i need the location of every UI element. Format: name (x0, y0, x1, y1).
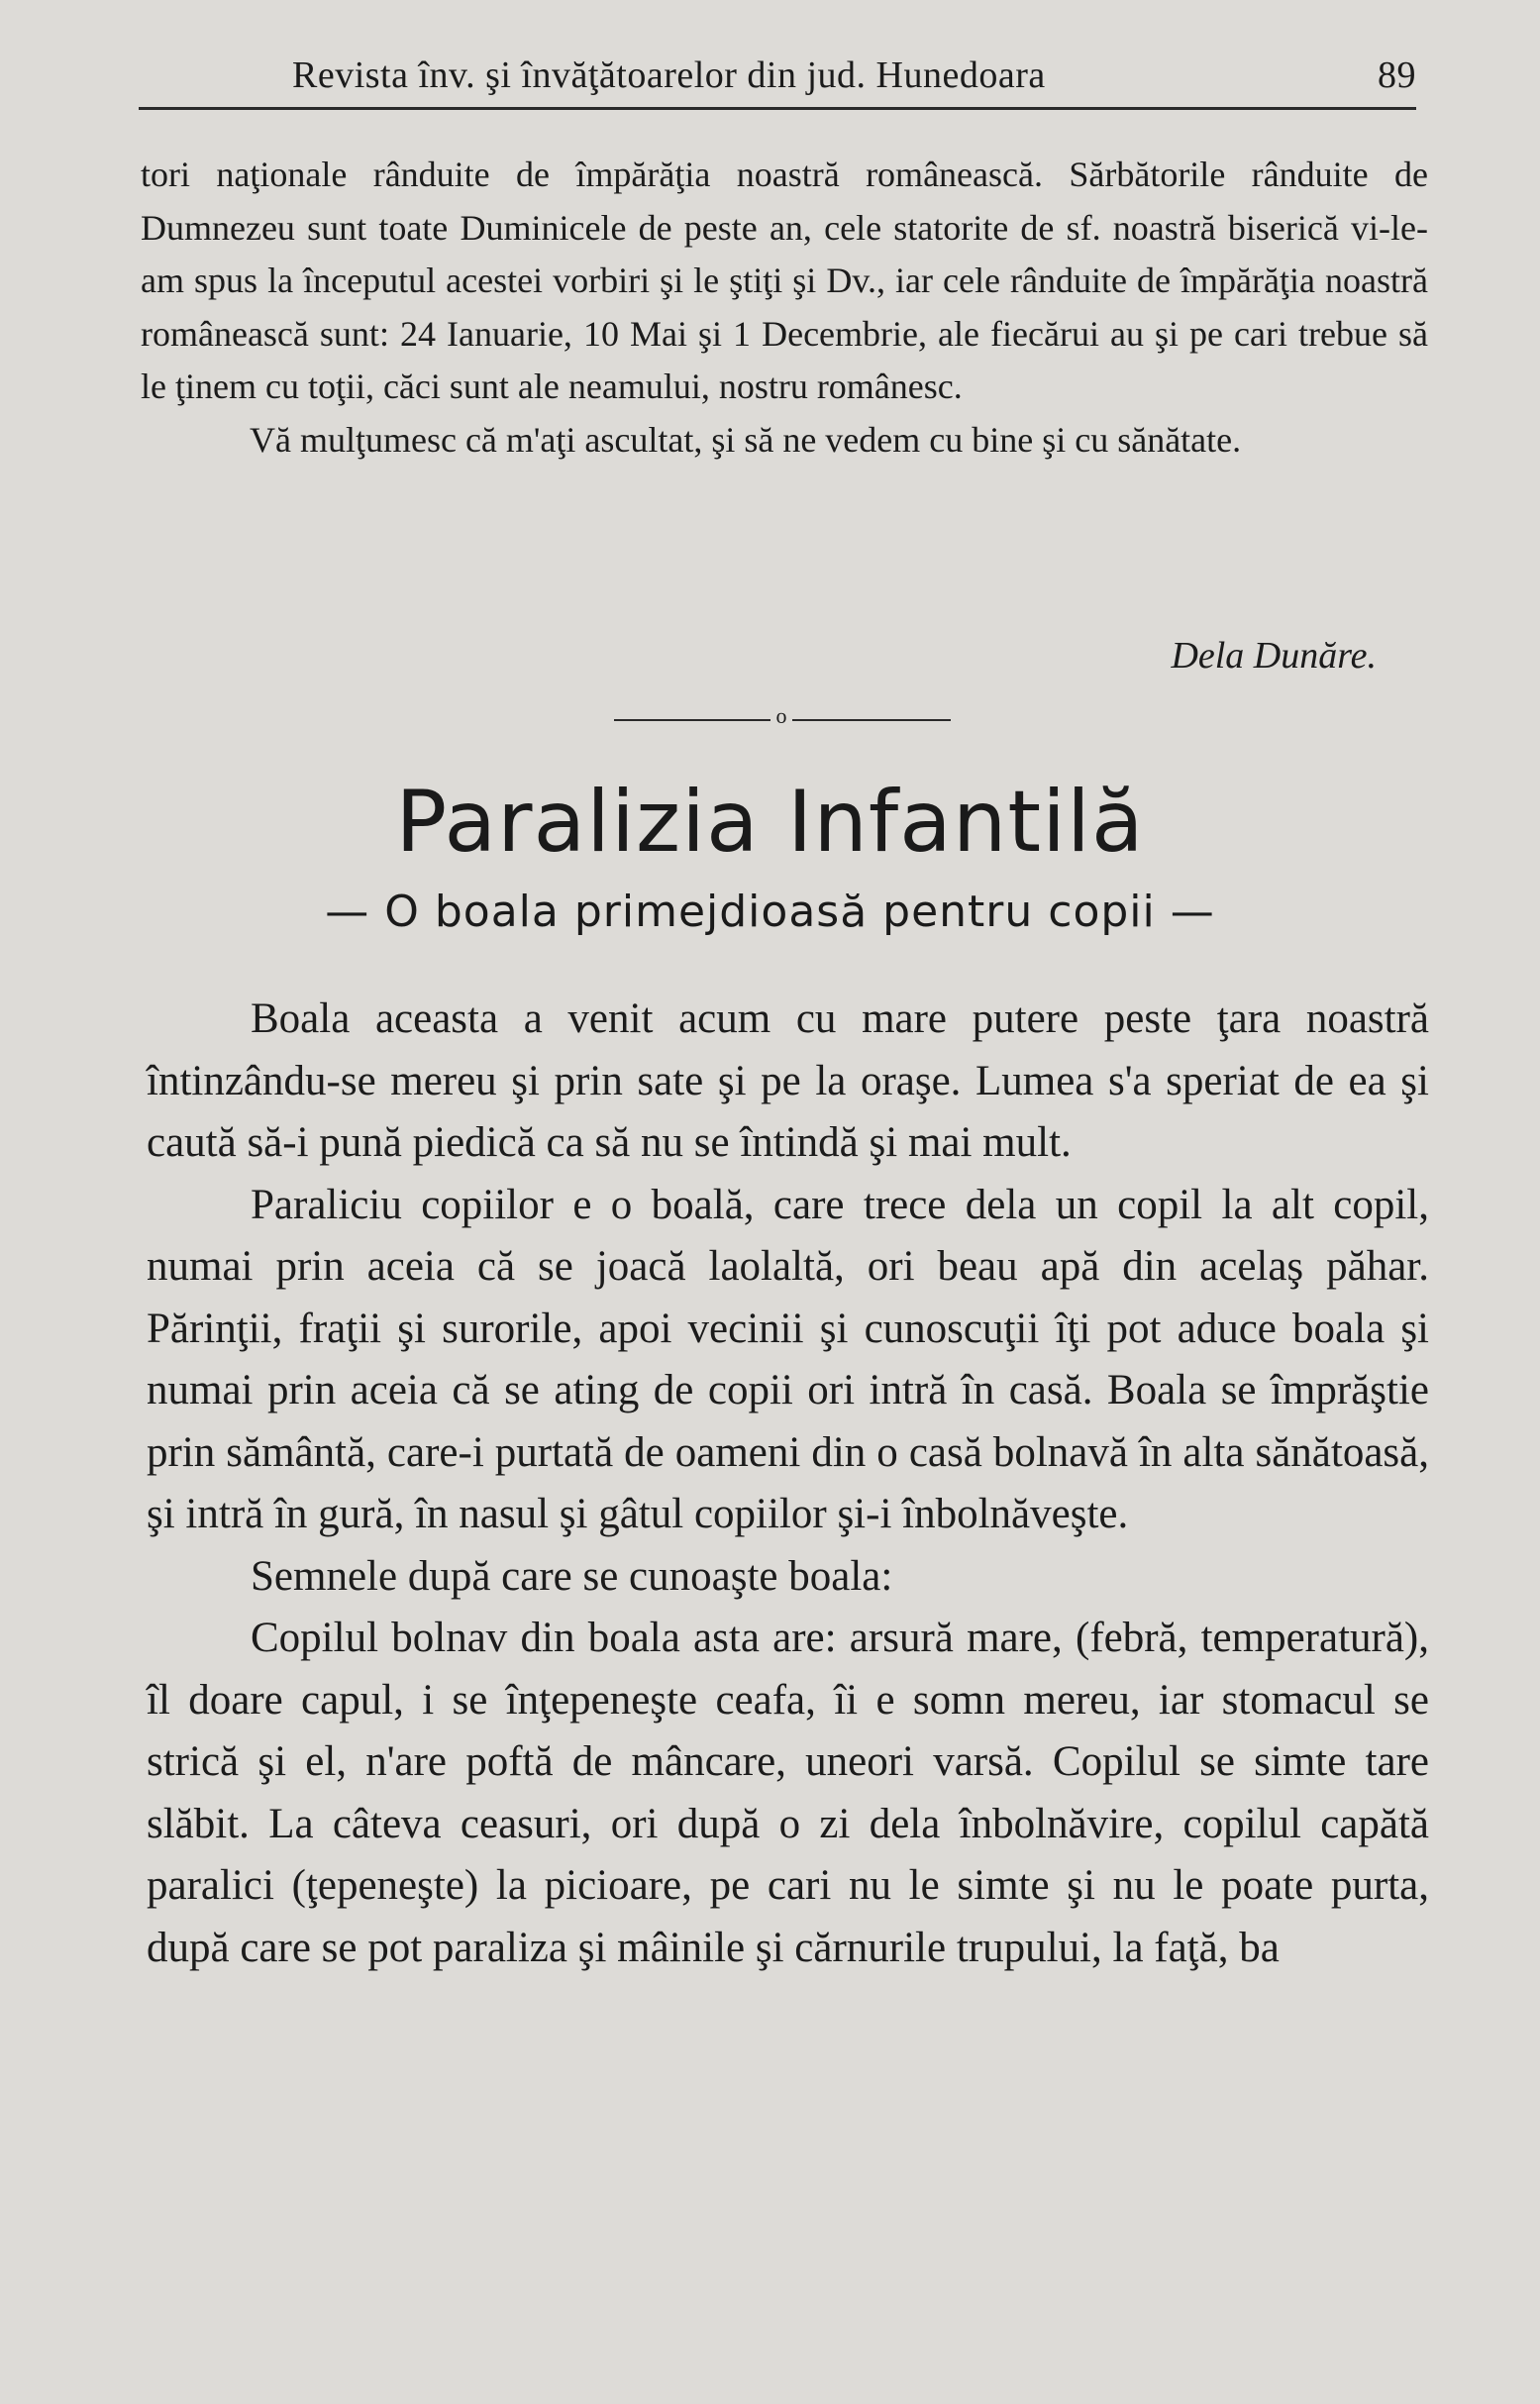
article-paragraph: Semnele după care se cunoaşte boala: (251, 1552, 893, 1600)
article-paragraph: Copilul bolnav din boala asta are: arsură mare, (febră, temperatură), îl doare capul, i se înţepeneşte ceafa, îi e somn mereu, iar stomacul se strică şi el, n'are poftă de mâncare, uneori varsă. Copilul se simte tare slăbit. La câteva ceasuri, ori după o zi dela înbolnăvire, copilul capătă paralici (ţepeneşte) la picioare, pe cari nu le simte şi nu le poate purta, după care se pot paraliza şi mâinile şi cărnurile trupului, la faţă, ba (147, 1615, 1429, 1971)
article-paragraph: Paraliciu copiilor e o boală, care trece dela un copil la alt copil, numai prin aceia că se joacă laolaltă, ori beau apă din acelaş păhar. Părinţii, fraţii şi surorile, apoi vecinii şi cunoscuţii îţi pot aduce boala şi numai prin aceia că se ating de copii ori intră în casă. Boala se împrăştie prin sământă, care-i purtată de oameni din o casă bolnavă în alta sănătoasă, şi intră în gură, în nasul şi gâtul copiilor şi-i înbolnăveşte. (147, 1181, 1429, 1537)
running-header (139, 48, 1416, 110)
section-divider (614, 703, 951, 728)
intro-paragraph: Vă mulţumesc că m'aţi ascultat, şi să ne vedem cu bine şi cu sănătate. (250, 419, 1242, 460)
article-title: Paralizia Infantilă (395, 773, 1145, 872)
article-paragraph: Boala aceasta a venit acum cu mare putere peste ţara noastră întinzându-se mereu şi prin sate şi pe la oraşe. Lumea s'a speriat de ea şi caută să-i pună piedică ca să nu se întindă şi mai mult. (147, 995, 1429, 1166)
previous-article-ending (141, 149, 1428, 467)
article-body (147, 989, 1429, 1979)
intro-paragraph: tori naţionale rânduite de împărăţia noastră românească. Sărbătorile rânduite de Dumnezeu sunt toate Duminicele de peste an, cele statorite de sf. noastră biserică vi-le-am spus la începutul acestei vorbiri şi le ştiţi şi Dv., iar cele rânduite de împărăţia noastră românească sunt: 24 Ianuarie, 10 Mai şi 1 Decembrie, ale fiecărui au şi pe cari trebue să le ţinem cu toţii, căci sunt ale neamului, nostru românesc. (141, 155, 1428, 406)
divider-ornament: o (770, 705, 792, 727)
journal-title: Revista înv. şi învăţătoarelor din jud. Hunedoara (292, 54, 1046, 96)
author-signature: Dela Dunăre. (1171, 635, 1377, 677)
article-subtitle: — O boala primejdioasă pentru copii — (325, 887, 1215, 937)
page-number: 89 (1378, 54, 1416, 96)
